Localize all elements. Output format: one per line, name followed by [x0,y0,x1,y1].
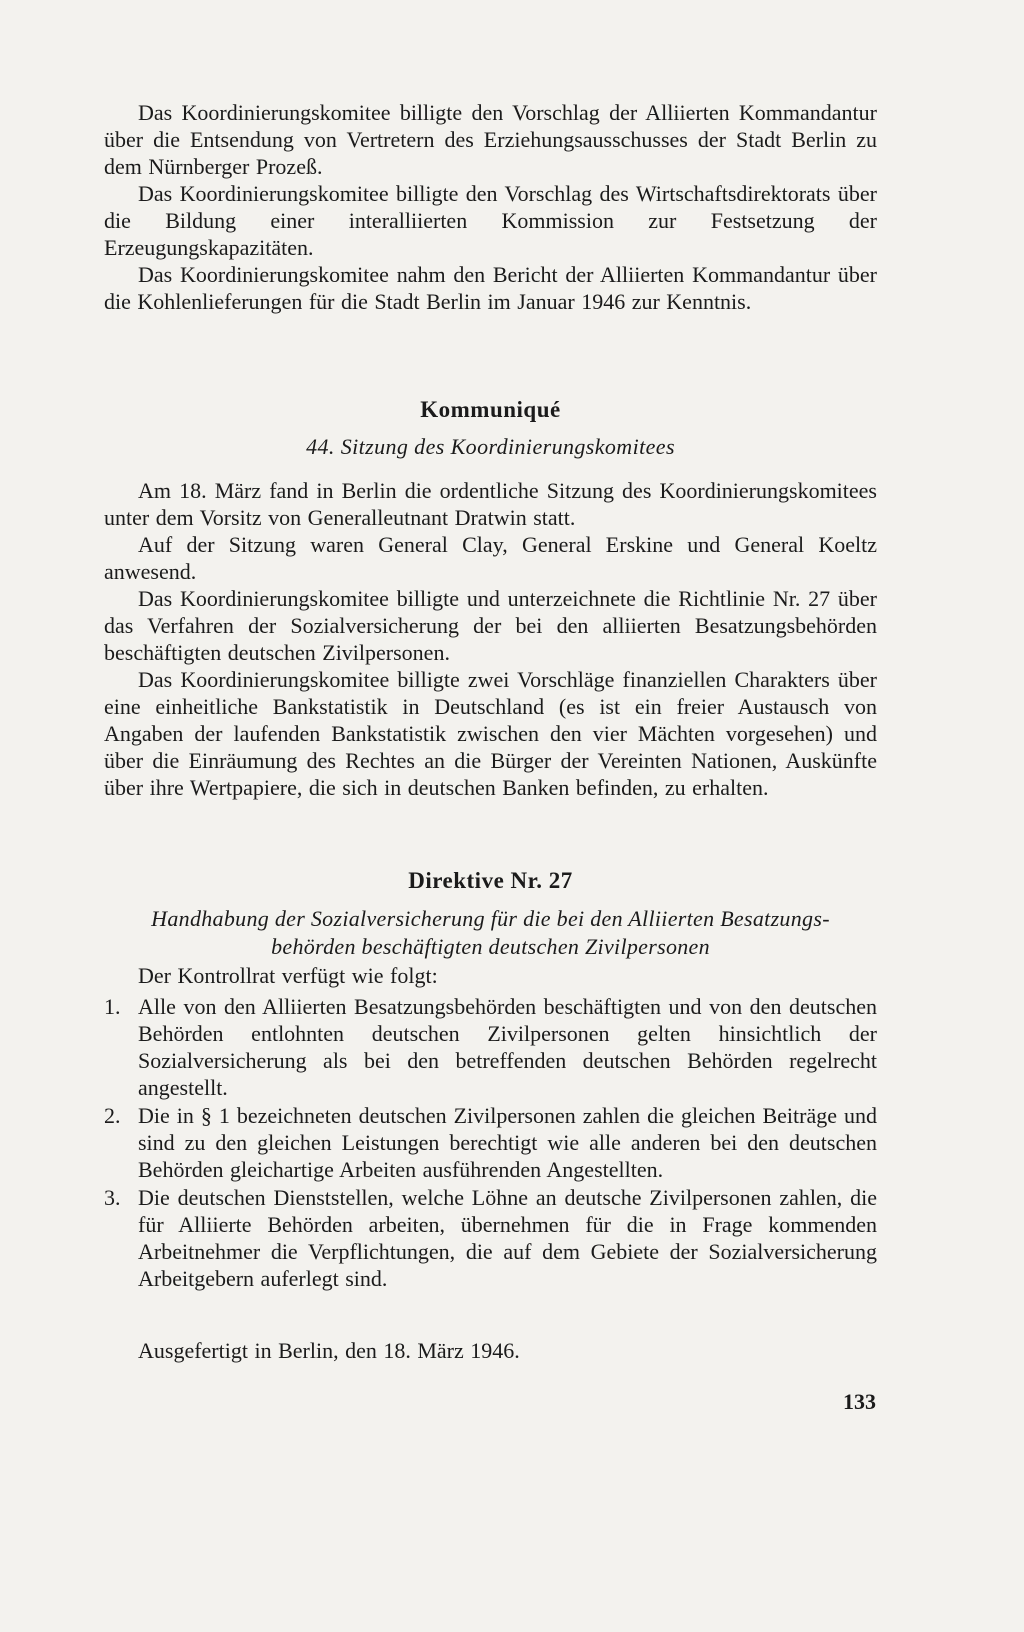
directive-item [104,1102,877,1183]
directive-preamble: Der Kontrollrat verfügt wie folgt: [138,963,438,988]
directive-item [104,993,877,1101]
kommunique-body [104,477,877,801]
item-text: Die in § 1 bezeichneten deutschen Zivilpersonen zahlen die gleichen Beiträge und sind zu den gleichen Leistungen berechtigt wie alle anderen bei den deutschen Behörden gleichartige Arbeiten ausführenden Angestellten. [138,1103,877,1182]
directive-preamble-block [104,962,877,989]
kommunique-subheading: 44. Sitzung des Koordinierungskomitees [306,434,675,459]
directive-heading: Direktive Nr. 27 [408,868,573,893]
item-text: Die deutschen Dienststellen, welche Löhne an deutsche Zivilpersonen zahlen, die für Alliierte Behörden arbeiten, übernehmen für die in Frage kommenden Arbeitnehmer die Verpflichtungen, die auf dem Gebiete der Sozialversicherung Arbeitgebern auferlegt sind. [138,1185,877,1291]
directive-subheading [104,905,877,961]
kommunique-paragraph: Auf der Sitzung waren General Clay, General Erskine und General Koeltz anwesend. [104,532,877,584]
kommunique-heading: Kommuniqué [420,397,561,422]
item-number: 2. [104,1103,121,1128]
signoff-line: Ausgefertigt in Berlin, den 18. März 1946. [138,1338,520,1363]
directive-subheading-line: behörden beschäftigten deutschen Zivilpersonen [271,934,710,959]
kommunique-paragraph: Am 18. März fand in Berlin die ordentliche Sitzung des Koordinierungskomitees unter dem Vorsitz von Generalleutnant Dratwin statt. [104,478,877,530]
directive-subheading-line: Handhabung der Sozialversicherung für die bei den Alliierten Besatzungs- [151,906,830,931]
page-number: 133 [843,1389,876,1414]
directive-item [104,1184,877,1292]
intro-paragraph: Das Koordinierungskomitee nahm den Bericht der Alliierten Kommandantur über die Kohlenlieferungen für die Stadt Berlin im Januar 1946 zur Kenntnis. [104,262,877,314]
intro-paragraph: Das Koordinierungskomitee billigte den Vorschlag der Alliierten Kommandantur über die Entsendung von Vertretern des Erziehungsausschusses der Stadt Berlin zu dem Nürnberger Prozeß. [104,100,877,179]
item-number: 3. [104,1185,121,1210]
intro-section [104,99,877,315]
signoff-block [104,1337,877,1364]
item-number: 1. [104,994,121,1019]
item-text: Alle von den Alliierten Besatzungsbehörden beschäftigten und von den deutschen Behörden entlohnten deutschen Zivilpersonen gelten hinsichtlich der Sozialversicherung als bei den betreffenden deutschen Behörden regelrecht angestellt. [138,994,877,1100]
kommunique-paragraph: Das Koordinierungskomitee billigte zwei Vorschläge finanziellen Charakters über eine einheitliche Bankstatistik in Deutschland (es ist ein freier Austausch von Angaben der laufenden Bankstatistik zwischen den vier Mächten vorgesehen) und über die Einräumung des Rechtes an die Bürger der Vereinten Nationen, Auskünfte über ihre Wertpapiere, die sich in deutschen Banken befinden, zu erhalten. [104,667,877,800]
directive-items [104,993,877,1293]
kommunique-paragraph: Das Koordinierungskomitee billigte und unterzeichnete die Richtlinie Nr. 27 über das Verfahren der Sozialversicherung der bei den alliierten Besatzungsbehörden beschäftigten deutschen Zivilpersonen. [104,586,877,665]
intro-paragraph: Das Koordinierungskomitee billigte den Vorschlag des Wirtschaftsdirektorats über die Bildung einer interalliierten Kommission zur Festsetzung der Erzeugungskapazitäten. [104,181,877,260]
